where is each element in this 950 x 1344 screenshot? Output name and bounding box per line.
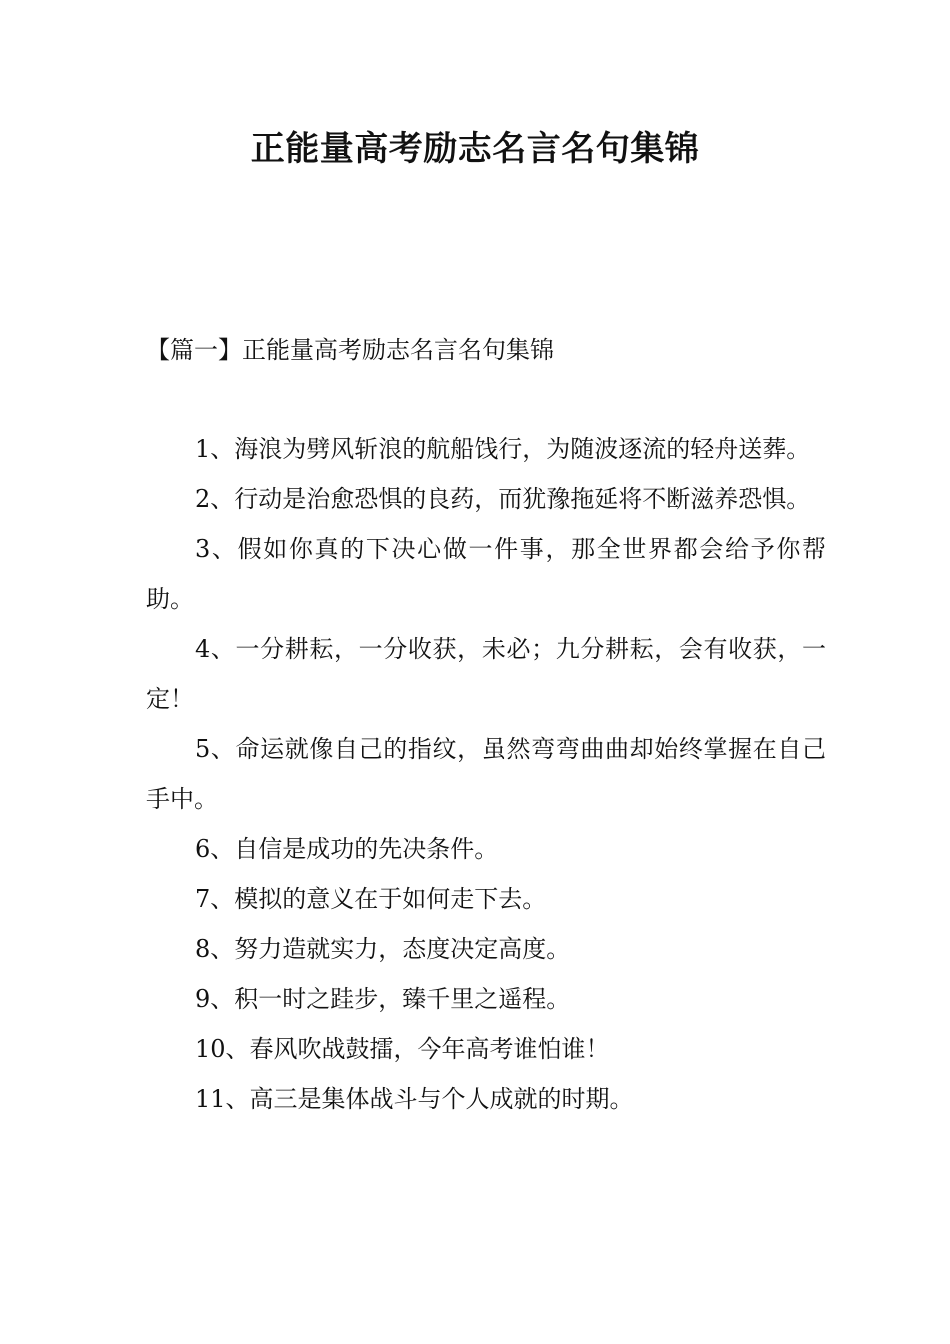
quote-item: 2、行动是治愈恐惧的良药，而犹豫拖延将不断滋养恐惧。 [195, 485, 811, 513]
quote-item: 6、自信是成功的先决条件。 [195, 835, 499, 863]
quote-item: 7、模拟的意义在于如何走下去。 [195, 885, 547, 913]
quote-item: 8、努力造就实力，态度决定高度。 [195, 935, 571, 963]
quote-list [146, 424, 826, 1124]
quote-item: 9、积一时之跬步，臻千里之遥程。 [195, 985, 571, 1013]
quote-item: 10、春风吹战鼓擂，今年高考谁怕谁！ [195, 1035, 610, 1063]
quote-item: 4、一分耕耘，一分收获，未必；九分耕耘，会有收获，一定！ [146, 635, 826, 713]
quote-item: 3、假如你真的下决心做一件事，那全世界都会给予你帮助。 [146, 535, 826, 613]
quote-item: 1、海浪为劈风斩浪的航船饯行，为随波逐流的轻舟送葬。 [195, 435, 811, 463]
quote-item: 5、命运就像自己的指纹，虽然弯弯曲曲却始终掌握在自己手中。 [146, 735, 826, 813]
document-title: 正能量高考励志名言名句集锦 [250, 129, 700, 169]
quote-item: 11、高三是集体战斗与个人成就的时期。 [195, 1085, 634, 1113]
section-heading: 【篇一】正能量高考励志名言名句集锦 [146, 336, 554, 364]
